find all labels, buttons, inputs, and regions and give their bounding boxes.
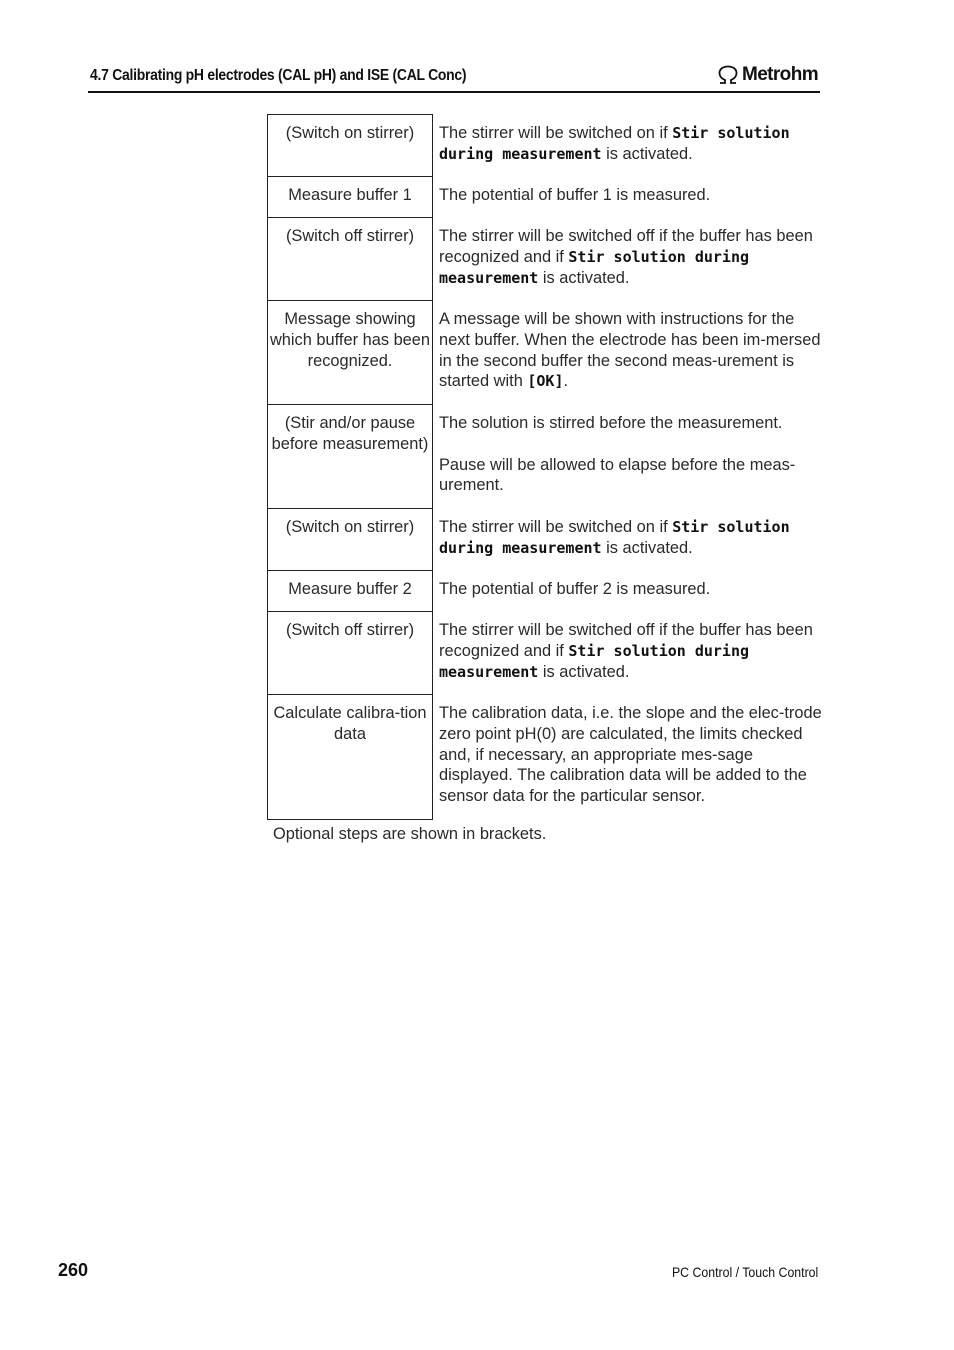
step-label: (Switch off stirrer) [268, 612, 433, 695]
step-row [268, 509, 823, 571]
footnote: Optional steps are shown in brackets. [273, 825, 547, 843]
step-row [268, 695, 823, 820]
footer-product-name: PC Control / Touch Control [671, 1264, 818, 1280]
parameter-keyword: [OK] [527, 372, 564, 391]
step-label: (Switch off stirrer) [268, 218, 433, 301]
calibration-steps-table [267, 114, 822, 820]
step-row [268, 405, 823, 509]
parameter-keyword: Stir solution during measurement [439, 124, 790, 163]
step-label: Message showing which buffer has been recognized. [268, 301, 433, 405]
description-text: The stirrer will be switched on if [439, 124, 673, 142]
description-text: The potential of buffer 1 is measured. [439, 186, 711, 204]
step-description [433, 177, 823, 218]
step-description [433, 612, 823, 695]
description-text: is activated. [601, 538, 693, 557]
description-text: The solution is stirred before the measurement. [439, 414, 783, 432]
step-description [433, 509, 823, 571]
step-row [268, 571, 823, 612]
description-text: is activated. [601, 144, 693, 163]
step-description [433, 301, 823, 405]
parameter-keyword: Stir solution during measurement [439, 518, 790, 557]
step-label: Measure buffer 1 [268, 177, 433, 218]
step-label: (Stir and/or pause before measurement) [268, 405, 433, 509]
description-text: Pause will be allowed to elapse before the meas-urement. [439, 455, 796, 495]
description-text: is activated. [538, 268, 630, 287]
step-description [433, 695, 823, 820]
step-label: Calculate calibra-tion data [268, 695, 433, 820]
step-description [433, 218, 823, 301]
description-text: is activated. [538, 662, 630, 681]
description-text: The calibration data, i.e. the slope and the elec-trode zero point pH(0) are calculated, the limits checked and, if necessary, an appropriate mes-sage displayed. The calibration data will be added to the sensor data for the particular sensor. [439, 704, 822, 806]
step-description [433, 571, 823, 612]
step-row [268, 218, 823, 301]
omega-logo-icon [717, 65, 739, 85]
step-description [433, 115, 823, 177]
step-label: Measure buffer 2 [268, 571, 433, 612]
section-header-title: 4.7 Calibrating pH electrodes (CAL pH) and ISE (CAL Conc) [90, 67, 467, 84]
paragraph-gap [439, 434, 822, 455]
page-number: 260 [58, 1260, 89, 1280]
description-text: A message will be shown with instructions for the next buffer. When the electrode has been im-mersed in the second buffer the second meas-urement is started with [439, 310, 821, 391]
parameter-keyword: Stir solution during measurement [439, 247, 750, 287]
step-label: (Switch on stirrer) [268, 115, 433, 177]
step-row [268, 177, 823, 218]
step-row [268, 301, 823, 405]
description-text: . [563, 372, 569, 391]
description-text: The stirrer will be switched on if [439, 518, 673, 536]
description-text: The potential of buffer 2 is measured. [439, 580, 711, 598]
step-row [268, 115, 823, 177]
header-divider [88, 91, 820, 93]
step-description [433, 405, 823, 509]
brand-name: Metrohm [741, 64, 818, 85]
description-text: The stirrer will be switched off if the buffer has been recognized and if [439, 227, 813, 266]
description-text: The stirrer will be switched off if the buffer has been recognized and if [439, 621, 813, 660]
parameter-keyword: Stir solution during measurement [439, 641, 750, 681]
brand-logo [717, 64, 818, 86]
step-label: (Switch on stirrer) [268, 509, 433, 571]
step-row [268, 612, 823, 695]
